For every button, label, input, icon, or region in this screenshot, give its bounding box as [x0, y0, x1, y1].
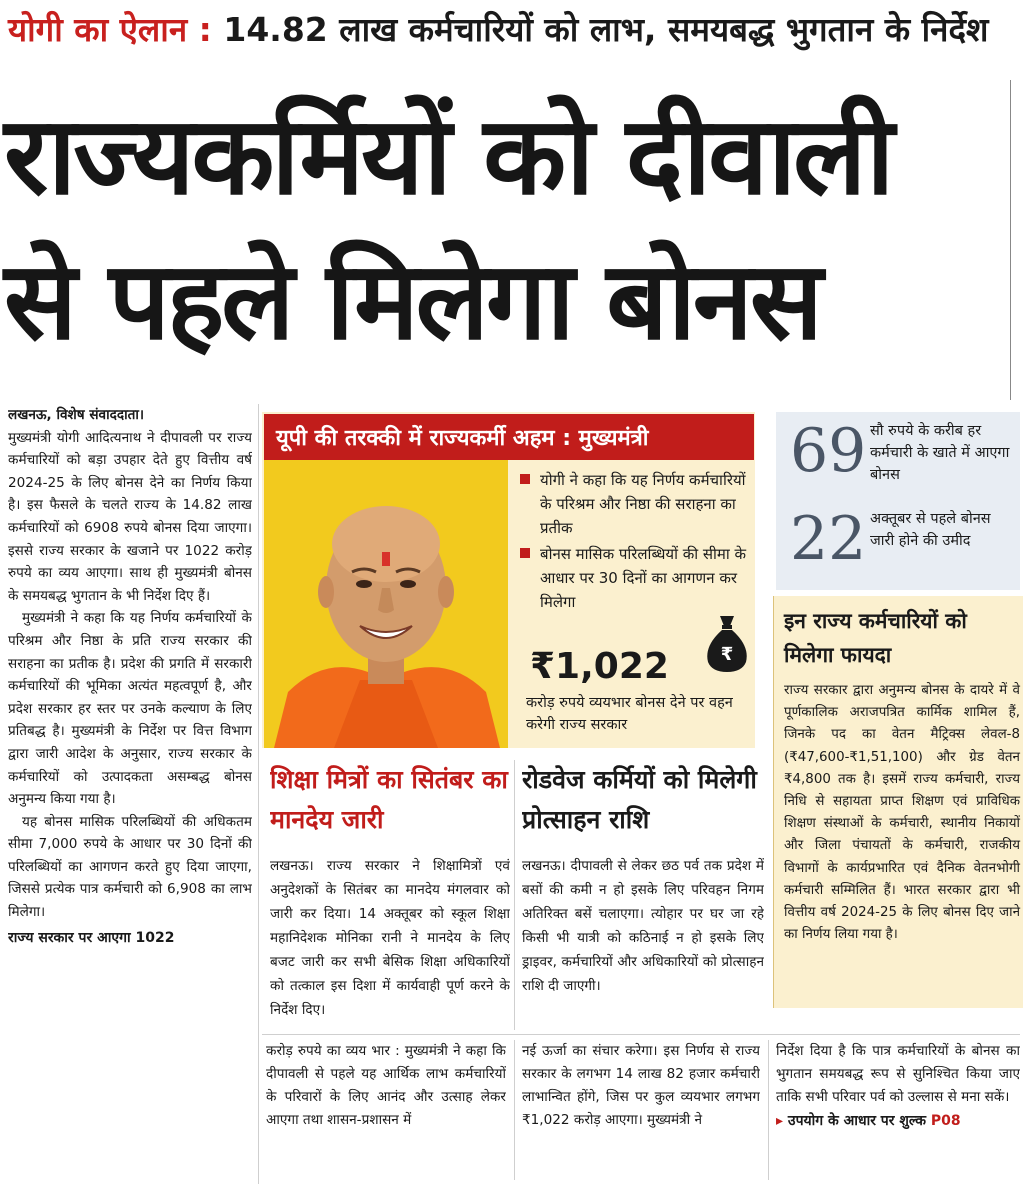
beneficiaries-title: इन राज्य कर्मचारियों को मिलेगा फायदा [784, 609, 967, 667]
main-story-column [8, 404, 252, 1178]
arrow-right-icon: ▸ [776, 1113, 784, 1129]
continuation-column-1 [266, 1040, 506, 1180]
bullet-item [520, 542, 752, 614]
kicker-label: योगी का ऐलान : [8, 10, 212, 49]
stats-box [776, 412, 1020, 590]
page-edge-rule [1010, 80, 1011, 400]
roadways-title: रोडवेज कर्मियों को मिलेगी प्रोत्साहन राशि [522, 765, 757, 834]
chief-minister-photo [264, 460, 508, 748]
column-divider [258, 404, 259, 1184]
main-story-subhead: राज्य सरकार पर आएगा 1022 [8, 929, 175, 946]
bullet-text: बोनस मासिक परिलब्धियों की सीमा के आधार पर 30 दिनों का आगणन कर मिलेगा [540, 545, 747, 611]
continuation-text: निर्देश दिया है कि पात्र कर्मचारियों के बोनस का भुगतान समयबद्ध रूप से सुनिश्चित किया जाए ताकि सभी परिवार पर्व को उल्लास से मना सकें। [776, 1043, 1020, 1105]
shiksha-mitra-story [270, 760, 510, 1032]
column-divider [514, 1040, 515, 1180]
column-divider [768, 1040, 769, 1180]
bullet-square-icon [520, 474, 530, 484]
beneficiaries-box [773, 596, 1023, 1008]
cm-quote-box [262, 412, 755, 748]
byline: लखनऊ, विशेष संवाददाता। [8, 407, 145, 423]
stat-text: अक्तूबर से पहले बोनस जारी होने की उमीद [870, 511, 991, 549]
headline-line-2: से पहले मिलेगा बोनस [4, 239, 820, 364]
beneficiaries-body: राज्य सरकार द्वारा अनुमन्य बोनस के दायरे में वे पूर्णकालिक अराजपत्रित कार्मिक शामिल हैं, जिनके पद का वेतन मैट्रिक्स लेवल-8 (₹47,600-₹1,51,100) और ग्रेड वेतन ₹4,800 तक है। इसमें राज्य कर्मचारी, राज्य निधि से सहायता प्राप्त शिक्षण एवं प्राविधिक शिक्षण संस्थाओं के कर्मचारी, स्थानीय निकायों और जिला पंचायतों के कर्मचारी, राजकीय विभागों के कार्यप्रभारित एवं दैनिक वेतनभोगी कर्मचारी सम्मिलित हैं। भारत सरकार द्वारा भी वित्तीय वर्ष 2024-25 के लिए बोनस दिए जाने का निर्णय लिया गया है। [784, 683, 1020, 943]
headline-line-1: राज्यकर्मियों को दीवाली [4, 94, 892, 219]
continuation-column-3 [776, 1040, 1020, 1180]
svg-text:₹: ₹ [720, 644, 734, 665]
bullet-square-icon [520, 548, 530, 558]
stat-text: सौ रुपये के करीब हर कर्मचारी के खाते में आएगा बोनस [870, 423, 1010, 483]
continued-page-number: P08 [930, 1113, 961, 1129]
roadways-story [522, 760, 764, 1032]
continuation-text: नई ऊर्जा का संचार करेगा। इस निर्णय से राज्य सरकार के लगभग 14 लाख 82 हजार कर्मचारी लाभान्वित होंगे, जिस पर कुल व्ययभार लगभग ₹1,022 करोड़ आएगा। मुख्यमंत्री ने [522, 1043, 760, 1128]
stat-number: 22 [790, 504, 867, 574]
continued-text: उपयोग के आधार पर शुल्क [787, 1113, 926, 1129]
continuation-column-2 [522, 1040, 760, 1180]
amount-figure: ₹1,022 [530, 646, 669, 687]
stat-row [776, 416, 1020, 502]
bullet-text: योगी ने कहा कि यह निर्णय कर्मचारियों के परिश्रम और निष्ठा की सराहना का प्रतीक [540, 471, 746, 537]
portrait-illustration [264, 460, 508, 748]
column-divider [514, 760, 515, 1030]
continuation-text: करोड़ रुपये का व्यय भार : मुख्यमंत्री ने कहा कि दीपावली से पहले यह आर्थिक लाभ कर्मचारियों के परिवारों के लिए आनंद और उत्साह लेकर आएगा तथा शासन-प्रशासन में [266, 1043, 506, 1128]
shiksha-mitra-title: शिक्षा मित्रों का सितंबर का मानदेय जारी [270, 765, 508, 834]
main-story-paragraph-3: यह बोनस मासिक परिलब्धियों की अधिकतम सीमा 7,000 रुपये के आधार पर 30 दिनों की परिलब्धियों का आगणन करते हुए दिया जाएगा, जिससे प्रत्येक पात्र कर्मचारी को 6,908 का लाभ मिलेगा। [8, 813, 252, 921]
continued-on-page [776, 1111, 1020, 1130]
roadways-body: लखनऊ। दीपावली से लेकर छठ पर्व तक प्रदेश में बसों की कमी न हो इसके लिए परिवहन निगम अतिरिक्त बसें चलाएगा। त्योहार पर घर जा रहे किसी भी यात्री को कठिनाई न हो इसके लिए ड्राइवर, कर्मचारियों और अधिकारियों को प्रोत्साहन राशि दी जाएगी। [522, 858, 764, 994]
cm-quote-banner: यूपी की तरक्की में राज्यकर्मी अहम : मुख्यमंत्री [264, 414, 754, 460]
kicker-line [0, 0, 1027, 78]
stat-row [776, 504, 1020, 590]
amount-note: करोड़ रुपये व्ययभार बोनस देने पर वहन करेगी राज्य सरकार [526, 695, 733, 733]
main-story-paragraph-1: मुख्यमंत्री योगी आदित्यनाथ ने दीपावली पर राज्य कर्मचारियों को बड़ा उपहार देते हुए वित्तीय वर्ष 2024-25 के लिए बोनस देने का निर्णय किया है। इस फैसले के चलते राज्य के 14.82 लाख कर्मचारियों को 6908 रुपये बोनस दिया जाएगा। इससे राज्य सरकार के खजाने पर 1022 करोड़ रुपये का व्यय आएगा। साथ ही मुख्यमंत्री बोनस के समयबद्ध भुगतान के भी निर्देश दिए हैं। [8, 429, 252, 604]
kicker-text: 14.82 लाख कर्मचारियों को लाभ, समयबद्ध भुगतान के निर्देश [223, 10, 989, 49]
stat-number: 69 [790, 416, 867, 486]
money-bag-icon [702, 612, 752, 674]
section-divider [262, 1034, 1020, 1035]
cm-quote-bullets [520, 468, 752, 616]
bullet-item [520, 468, 752, 540]
shiksha-mitra-body: लखनऊ। राज्य सरकार ने शिक्षामित्रों एवं अनुदेशकों के सितंबर का मानदेय मंगलवार को जारी कर दिया। 14 अक्तूबर को स्कूल शिक्षा महानिदेशक मोनिका रानी ने मानदेय के लिए बजट जारी कर सभी बेसिक शिक्षा अधिकारियों को तत्काल इस दिशा में कार्यवाही पूर्ण करने के निर्देश दिए। [270, 858, 510, 1018]
main-story-paragraph-2: मुख्यमंत्री ने कहा कि यह निर्णय कर्मचारियों के परिश्रम और निष्ठा के प्रति राज्य सरकार की सराहना का प्रतीक है। प्रदेश की प्रगति में सरकारी कर्मचारियों की भूमिका अत्यंत महत्वपूर्ण है, और प्रदेश सरकार हर स्तर पर उनके कल्याण के लिए प्रतिबद्ध है। मुख्यमंत्री के निर्देश पर वित्त विभाग द्वारा जारी आदेश के अनुसार, राज्य सरकार के कर्मचारियों को उत्पादकता असम्बद्ध बोनस अनुमन्य किया गया है। [8, 610, 252, 808]
